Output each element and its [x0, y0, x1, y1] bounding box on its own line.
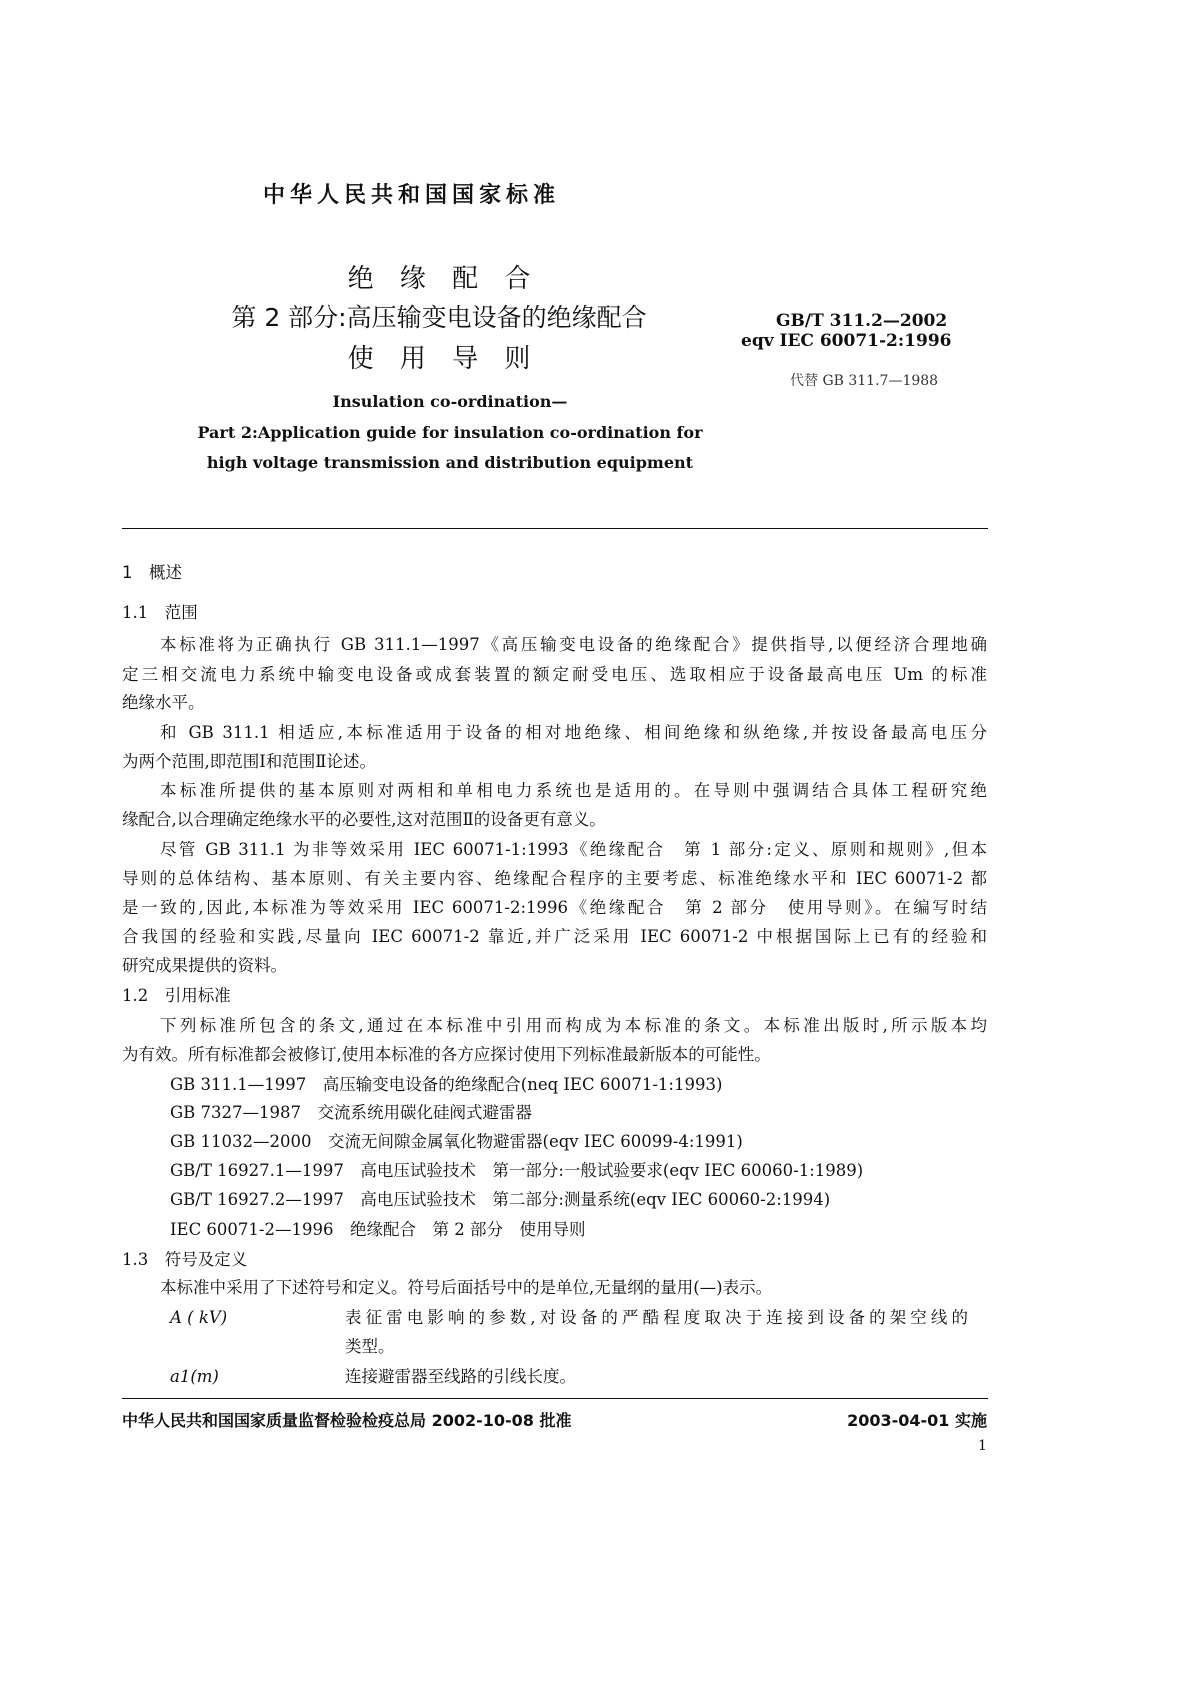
title-line-3: 使 用 导 则: [347, 344, 531, 374]
definition-description: 表征雷电影响的参数,对设备的严酷程度取决于连接到设备的架空线的: [345, 1308, 968, 1327]
section-1-3-heading: 1.3 符号及定义: [122, 1250, 248, 1269]
paragraph-line: 导则的总体结构、基本原则、有关主要内容、绝缘配合程序的主要考虑、标准绝缘水平和 IEC 60071-2 都: [122, 869, 987, 888]
paragraph-line: 定三相交流电力系统中输变电设备或成套装置的额定耐受电压、选取相应于设备最高电压 Um 的标准: [122, 665, 987, 684]
paragraph-line: 缘配合,以合理确定绝缘水平的必要性,这对范围Ⅱ的设备更有意义。: [122, 810, 606, 829]
paragraph-line: 本标准中采用了下述符号和定义。符号后面括号中的是单位,无量纲的量用(—)表示。: [160, 1278, 773, 1297]
paragraph-line: 和 GB 311.1 相适应,本标准适用于设备的相对地绝缘、相间绝缘和纵绝缘,并按设备最高电压分: [160, 723, 987, 742]
title-line-1: 绝 缘 配 合: [347, 264, 531, 294]
paragraph-line: 绝缘水平。: [122, 693, 205, 712]
reference-item: IEC 60071-2—1996 绝缘配合 第 2 部分 使用导则: [170, 1220, 586, 1239]
header-divider: [122, 528, 988, 529]
definition-description: 连接避雷器至线路的引线长度。: [345, 1367, 576, 1386]
approval-statement: 中华人民共和国国家质量监督检验检疫总局 2002-10-08 批准: [122, 1411, 572, 1430]
paragraph-line: 研究成果提供的资料。: [122, 956, 287, 975]
equivalent-standard: eqv IEC 60071-2:1996: [741, 331, 952, 351]
national-standard-heading: 中华人民共和国国家标准: [263, 183, 561, 208]
footer-divider: [122, 1398, 988, 1399]
definition-description: 类型。: [345, 1337, 395, 1356]
section-1-heading: 1 概述: [122, 563, 182, 582]
standard-number: GB/T 311.2—2002: [776, 311, 948, 331]
reference-item: GB 7327—1987 交流系统用碳化硅阀式避雷器: [170, 1103, 533, 1122]
reference-item: GB/T 16927.1—1997 高电压试验技术 第一部分:一般试验要求(eqv IEC 60060-1:1989): [170, 1161, 864, 1180]
reference-item: GB/T 16927.2—1997 高电压试验技术 第二部分:测量系统(eqv IEC 60060-2:1994): [170, 1190, 831, 1209]
reference-item: GB 11032—2000 交流无间隙金属氧化物避雷器(eqv IEC 60099-4:1991): [170, 1132, 743, 1151]
paragraph-line: 合我国的经验和实践,尽量向 IEC 60071-2 靠近,并广泛采用 IEC 60071-2 中根据国际上已有的经验和: [122, 927, 987, 946]
paragraph-line: 下列标准所包含的条文,通过在本标准中引用而构成为本标准的条文。本标准出版时,所示版本均: [160, 1016, 987, 1035]
page-number: 1: [978, 1438, 987, 1454]
section-1-2-heading: 1.2 引用标准: [122, 986, 231, 1005]
effective-date: 2003-04-01 实施: [847, 1411, 987, 1430]
definition-symbol: A ( kV): [170, 1308, 228, 1327]
replaces-standard: 代替 GB 311.7—1988: [790, 373, 939, 389]
definition-symbol: a1(m): [170, 1367, 219, 1386]
section-1-1-heading: 1.1 范围: [122, 603, 198, 622]
paragraph-line: 本标准所提供的基本原则对两相和单相电力系统也是适用的。在导则中强调结合具体工程研究绝: [160, 781, 987, 800]
english-title-2: Part 2:Application guide for insulation co-ordination for: [197, 423, 703, 442]
paragraph-line: 本标准将为正确执行 GB 311.1—1997《高压输变电设备的绝缘配合》提供指导,以便经济合理地确: [160, 635, 987, 654]
paragraph-line: 是一致的,因此,本标准为等效采用 IEC 60071-2:1996《绝缘配合 第 2 部分 使用导则》。在编写时结: [122, 898, 987, 917]
paragraph-line: 尽管 GB 311.1 为非等效采用 IEC 60071-1:1993《绝缘配合 第 1 部分:定义、原则和规则》,但本: [160, 840, 987, 859]
paragraph-line: 为有效。所有标准都会被修订,使用本标准的各方应探讨使用下列标准最新版本的可能性。: [122, 1045, 771, 1064]
paragraph-line: 为两个范围,即范围Ⅰ和范围Ⅱ论述。: [122, 752, 376, 771]
title-line-2: 第 2 部分:高压输变电设备的绝缘配合: [231, 303, 647, 332]
reference-item: GB 311.1—1997 高压输变电设备的绝缘配合(neq IEC 60071-1:1993): [170, 1075, 723, 1094]
english-title-3: high voltage transmission and distribution equipment: [206, 453, 694, 472]
english-title-1: Insulation co-ordination—: [332, 392, 568, 411]
